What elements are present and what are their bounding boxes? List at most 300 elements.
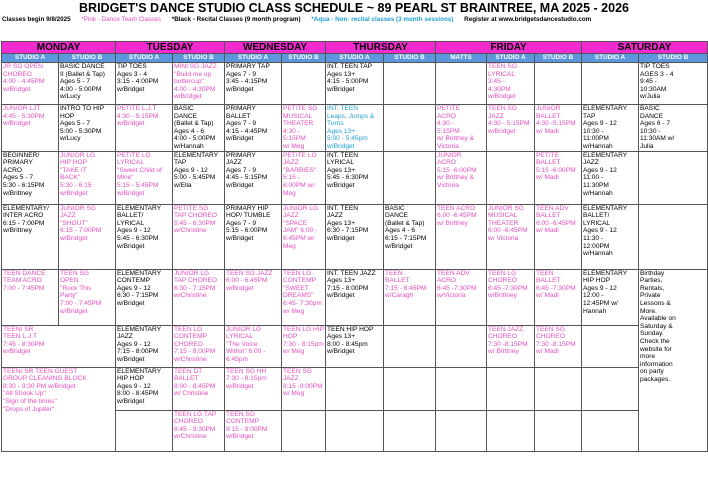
studio-header: STUDIO B [282,54,326,63]
class-line: INT. TEEN [327,105,359,112]
class-line: Lessons & [640,299,671,307]
empty-slot [326,410,384,451]
class-cell [2,151,59,204]
empty-slot [535,410,582,451]
class-line: JUNIOR LG [60,151,96,159]
class-line: BALLET [174,375,199,383]
class-line: 3:45 - 4:15PM [226,78,268,86]
class-line: ACRO [437,277,457,285]
class-line: w/ Meg [283,307,305,315]
class-line: w/ Madi [536,174,559,182]
class-line: TIP TOES [640,63,670,70]
class-line: INT. TEEN TAP [327,63,373,70]
class-line: 7:30 -8:15PM [488,340,528,348]
class-cell [116,269,173,325]
day-wednesday: WEDNESDAY [225,42,326,54]
class-line: w/Bridget [226,181,254,189]
class-line: CONTEMP [283,277,316,285]
class-line: INT. TEEN [327,204,359,212]
class-line: PETITE LG [117,151,151,159]
class-line: TEEN SG JAZZ [226,269,273,277]
class-line: w/ Madi [536,227,559,235]
class-line: INT. TEEN [327,151,359,159]
empty-slot [639,204,708,269]
class-line: 4:45 - 5:15PM [226,174,268,182]
class-line: Ages 5 - 7 [60,120,91,128]
class-line: 5:00 - 5:45PM [174,174,216,182]
class-line: w/Bridget [117,120,145,128]
class-cell [384,269,436,325]
class-line: PRIMARY [226,151,256,159]
class-line: w/Bridget [60,307,88,315]
empty-slot [384,325,436,367]
class-line: TEEN L.J.T [3,333,38,341]
class-line: 8:00 - 8:45pm [327,340,368,348]
class-line: TEEN ADV [536,204,569,212]
page-title: BRIDGET'S DANCE STUDIO CLASS SCHEDULE ~ 89 PEARL ST BRAINTREE, MA 2025 - 2026 [79,1,629,15]
class-line: JUNIOR [437,151,462,159]
class-line: (Ballet & Tap) [174,120,214,128]
class-line: w/Bridget [226,85,254,93]
class-line: "SPACE [283,219,308,227]
class-line: 4:30 - [437,120,454,128]
class-line: TAP [583,112,596,120]
class-line: w/Bridget [3,85,31,93]
class-line: TEEN/ SR [3,325,34,333]
class-line: w/Bridget [3,348,31,356]
class-line: JUNIOR SG [60,204,96,212]
class-cell [225,204,282,269]
class-line: TEEN SG HH [226,367,267,375]
class-line: 7:15 - 8:00PM [327,284,369,292]
class-cell [326,204,384,269]
class-line: w/Brittney [3,227,32,235]
day-header-row [2,42,708,54]
class-line: w/Christine [174,355,207,363]
class-line: w/Bridget [226,284,254,292]
class-line: GROUP CLEANING BLOCK [3,375,87,383]
class-line: Ages 9 - 12 [583,120,617,128]
class-line: BALLET [226,112,251,120]
class-cell [116,151,173,204]
class-line: JUNIOR [536,105,561,112]
class-line: Ages 9 - 12 [583,284,617,292]
class-line: "Rock This [60,284,92,292]
class-line: w/Lucy [60,135,81,143]
class-line: ELEMENTARY/ [3,204,49,212]
class-line: PETITE LG [283,151,317,159]
class-cell [639,105,708,152]
class-line: JAZZ [226,159,242,167]
class-cell [173,410,225,451]
class-line: TEEN ACRO [437,204,476,212]
class-line: Private [640,292,661,300]
class-line: "All Shook Up" [3,390,46,398]
class-line: Check the [640,337,670,345]
class-line: w/Bridget [117,242,145,250]
class-line: TEEN HIP HOP [327,325,374,333]
empty-slot [639,151,708,204]
class-cell [2,325,116,367]
class-line: w/Bridget [327,234,355,242]
class-line: CHOREO [174,340,203,348]
class-cell [282,325,326,367]
class-cell [225,367,282,410]
class-cell [2,63,59,105]
class-line: PRIMARY TAP [226,63,270,70]
class-cell [535,269,582,325]
class-line: HOP/ TUMBLE [226,212,271,220]
class-line: w/Bridget [226,433,254,441]
class-line: w/Hannah [583,142,613,150]
class-line: JAZZ [327,212,343,220]
class-line: TEEN SG [488,105,517,112]
class-line: w/Bridget [60,189,88,197]
class-line: w/ Madi [536,348,559,356]
class-line: information [640,360,673,368]
class-line: Ages 13+ [327,70,356,78]
class-cell [225,410,282,451]
class-line: 5:30 - 6:15 [60,181,92,189]
class-line: Ages 9 - 12 [174,166,208,174]
class-line: 6:15 - 7:15PM [385,234,427,242]
class-line: Available on [640,315,676,323]
class-line: DREAMS" [283,292,314,300]
class-line: TEAM ACRO [3,277,42,285]
class-line: 12:00 - [583,292,604,300]
class-line: "Sign of the times" [3,397,57,405]
class-line: 7:15 - 8:00PM [174,348,216,356]
class-line: ACRO [437,112,457,120]
class-line: "Build me up [174,70,212,78]
empty-slot [436,367,487,410]
class-line: JUNIOR LG [174,269,210,277]
class-cell [326,105,384,152]
class-line: 7:30 - 8:15pm [283,340,324,348]
class-line: "Sweet Child of [117,166,162,174]
class-cell [535,105,582,152]
class-line: CHOREO [488,277,517,285]
class-cell [2,105,59,152]
black-legend: *Black - Recital Classes (9 month program) [171,16,301,23]
class-line: JUNIOR LG [226,325,262,333]
empty-slot [282,410,326,451]
empty-slot [487,410,535,451]
schedule-row [2,151,708,204]
class-cell [282,269,326,325]
class-line: TEEN LG TAP [174,410,217,418]
class-line: 6:00PM w/ [283,181,315,189]
class-line: w/ Victoria [488,234,519,242]
class-line: TEEN [385,269,403,277]
class-line: BALLET [385,277,410,285]
class-line: w/ Christine [174,390,209,398]
class-cell [2,204,59,269]
class-line: Ages 6 - 7 [640,120,671,128]
empty-slot [582,410,639,451]
class-line: 6:45 -7:30PM [536,284,576,292]
class-line: "Drops of Jupiter" [3,405,55,413]
class-line: 11:30PM [583,181,609,189]
class-line: 3:45 - [488,78,505,86]
class-line: w/Christine [174,433,207,441]
class-cell [487,269,535,325]
class-cell [436,204,487,269]
class-line: JAZZ [283,375,299,383]
class-line: 5:15 -6:00PM [437,166,477,174]
class-cell [326,63,384,105]
empty-slot [436,410,487,451]
class-line: BALLET [536,112,561,120]
class-line: More. [640,307,657,315]
class-line: 6:30 - 7:15PM [327,227,369,235]
class-line: w/Bridget [60,234,88,242]
class-line: JUNIOR LG [283,204,319,212]
day-thursday: THURSDAY [326,42,436,54]
class-line: 9:45 - [640,78,657,86]
class-line: Ages 3 - 4 [117,70,148,78]
studio-header: STUDIO A [487,54,535,63]
class-line: CHOREO [488,333,517,341]
class-line: Ages 7 - 9 [226,166,257,174]
class-line: MUSICAL [283,112,313,120]
class-line: 11:30 - [583,234,604,242]
class-line: ELEMENTARY [117,204,162,212]
class-line: 7:00 - 7:45PM [60,299,102,307]
aqua-legend: *Aqua - Non- recital classes (3 month sessions) [311,16,454,23]
class-line: 5:15 - [283,174,300,182]
class-line: DANCE [640,112,664,120]
class-line: w/Caragh [385,292,414,300]
day-friday: FRIDAY [436,42,582,54]
class-line: 4:30 - 5:15PM [488,120,530,128]
empty-slot [116,410,173,451]
class-cell [582,269,639,325]
class-line: JAZZ [283,159,299,167]
class-line: PETITE SG [283,105,318,112]
studio-header: STUDIO B [384,54,436,63]
class-line: 5:15 - 5:45PM [117,181,159,189]
studio-header: STUDIO A [225,54,282,63]
class-line: JAZZ [583,159,599,167]
class-line: ELEMENTARY [117,269,162,277]
class-line: Ages 13+ [327,166,356,174]
class-line: PETITE SG [174,204,209,212]
class-line: Ages 4 - 6 [385,227,416,235]
class-line: "The Voice [226,340,258,348]
schedule-row [2,204,708,269]
class-cell [487,325,535,367]
class-line: Ages 9 - 12 [583,166,617,174]
class-cell [116,325,173,367]
class-line: 4:30PM [488,85,511,93]
class-cell [582,105,639,152]
class-line: "TAKE IT [60,166,87,174]
class-cell [436,151,487,204]
class-line: Saturday & [640,322,673,330]
class-line: 11:00 - [583,174,604,182]
class-line: w/Bridget [226,234,254,242]
class-line: II (Ballet & Tap) [60,70,105,78]
class-cell [639,63,708,105]
class-line: 6:00 -6:45PM [488,227,528,235]
class-line: Victoria [437,181,459,189]
class-line: LYRICAL [117,219,144,227]
class-cell [225,105,282,152]
class-line: TEEN SG [226,410,255,418]
class-line: Ages 7 - 9 [226,120,257,128]
class-line: LYRICAL [488,70,516,78]
class-line: w/Bridget [117,397,145,405]
class-line: 4:30 - 5:15PM [117,112,159,120]
class-cell [173,105,225,152]
class-cell [116,204,173,269]
class-line: TAP CHOREO [174,212,217,220]
schedule-row [2,269,708,325]
class-line: 7:15 - 8:00PM [117,348,159,356]
class-cell [116,367,173,410]
class-line: Hannah [583,307,607,315]
class-line: MUSICAL [488,212,518,220]
class-cell [582,151,639,204]
class-line: PRIMARY [3,159,33,167]
class-line: 5:15PM [283,135,306,143]
class-line: w/Bridget [385,242,413,250]
class-line: Ages 7 - 9 [226,70,257,78]
class-line: 12:00PM [583,242,610,250]
schedule-row [2,105,708,152]
class-line: w/Bridget [327,142,355,150]
empty-slot [535,63,582,105]
class-cell [282,105,326,152]
class-line: ELEMENTARY [583,105,628,112]
class-line: 6:45PM w/ [283,234,315,242]
class-line: w/ Meg [283,142,305,150]
class-line: JAZZ [488,112,504,120]
class-line: HIP HOP [583,277,611,285]
class-line: w/Brittney [3,189,32,197]
class-line: INTRO TO HIP [60,105,105,112]
class-cell [173,269,225,325]
class-line: w/Bridget [117,355,145,363]
class-line: w/ Madi [536,292,559,300]
class-line: Party" [60,292,78,300]
class-line: w/Bridget [488,127,516,135]
class-line: w/Christine [174,227,207,235]
class-line: w/ Brittney & [437,174,475,182]
class-cell [326,151,384,204]
studio-header: MATTS [436,54,487,63]
class-cell [59,269,116,325]
classes-begin-note: Classes begin 9/8/2025 [2,16,71,23]
class-line: 4:45 - 5:30PM [3,112,45,120]
class-line: w/Bridget [226,382,254,390]
class-cell [173,151,225,204]
class-line: on party [640,368,664,376]
schedule-row [2,367,708,410]
class-line: Within" 6:00 - [226,348,266,356]
class-line: 8:00 - 8:45PM [117,390,159,398]
class-line: w/ Meg [283,390,305,398]
class-line: TEEN SG [283,367,312,375]
class-line: 8:45 - 9:30PM [174,425,216,433]
class-line: ELEMENTARY [117,367,162,375]
class-line: BALLET/ [583,212,610,220]
class-line: Meg [283,189,296,197]
class-line: TEEN [536,269,554,277]
class-line: 4:15 - 4:45PM [226,127,268,135]
class-line: TEEN LG [488,269,517,277]
class-line: "SHOUT" [60,219,88,227]
class-line: 5:30 - 6:15PM [3,181,45,189]
empty-slot [487,367,535,410]
studio-header: STUDIO A [2,54,59,63]
class-line: HIP HOP [60,159,87,167]
class-line: HOP [283,333,298,341]
empty-slot [384,105,436,152]
class-cell [2,269,59,325]
schedule-row [2,325,708,367]
schedule-row [2,63,708,105]
class-line: Julia [640,142,654,150]
class-cell [582,204,639,269]
class-line: ELEMENTARY [174,151,219,159]
class-line: 3:15 - 4:00PM [117,78,159,86]
class-line: BALLET [536,277,561,285]
register-link[interactable]: Register at www.bridgetsdancestudio.com [464,16,592,23]
day-monday: MONDAY [2,42,116,54]
class-line: TEEN LG [283,269,312,277]
class-cell [487,204,535,269]
class-line: 6:00 - 6:45PM [226,277,268,285]
class-line: Victoria [437,142,459,150]
class-line: 7:00 - 7:45PM [3,284,45,292]
class-line: HOP [60,112,75,120]
class-line: TEEN SG [536,325,565,333]
class-line: AGES 3 - 4 [640,70,674,78]
class-line: PETITE [437,105,461,112]
class-line: Meg [283,242,296,250]
studio-header: STUDIO B [639,54,708,63]
class-line: CHOREO [536,333,565,341]
class-cell [639,269,708,451]
class-line: Ages 9 - 12 [117,340,151,348]
class-line: BALLET [536,212,561,220]
class-cell [173,367,225,410]
class-line: JUNIOR SG [488,204,524,212]
class-line: HIP HOP [117,375,144,383]
studio-header-row [2,54,708,63]
class-line: w/ Brittney [488,348,519,356]
class-cell [326,269,384,325]
class-line: 8:30 - 9:30 PM w/Bridget [3,382,76,390]
class-line: PRIMARY [226,105,256,112]
class-line: JUNIOR LJT [3,105,41,112]
class-line: BACK" [60,174,81,182]
class-line: w/Bridget [327,181,355,189]
class-cell [59,151,116,204]
class-line: CONTEMP [226,418,259,426]
class-cell [2,367,116,451]
day-tuesday: TUESDAY [116,42,225,54]
class-line: 11:00PM [583,135,609,143]
class-line: w/Bridget [3,120,31,128]
class-line: JAZZ [60,212,76,220]
class-line: Ages 13+ [327,277,356,285]
empty-slot [582,367,639,410]
class-line: BEGINNER/ [3,151,40,159]
class-line: TEEN LG HIP [283,325,325,333]
